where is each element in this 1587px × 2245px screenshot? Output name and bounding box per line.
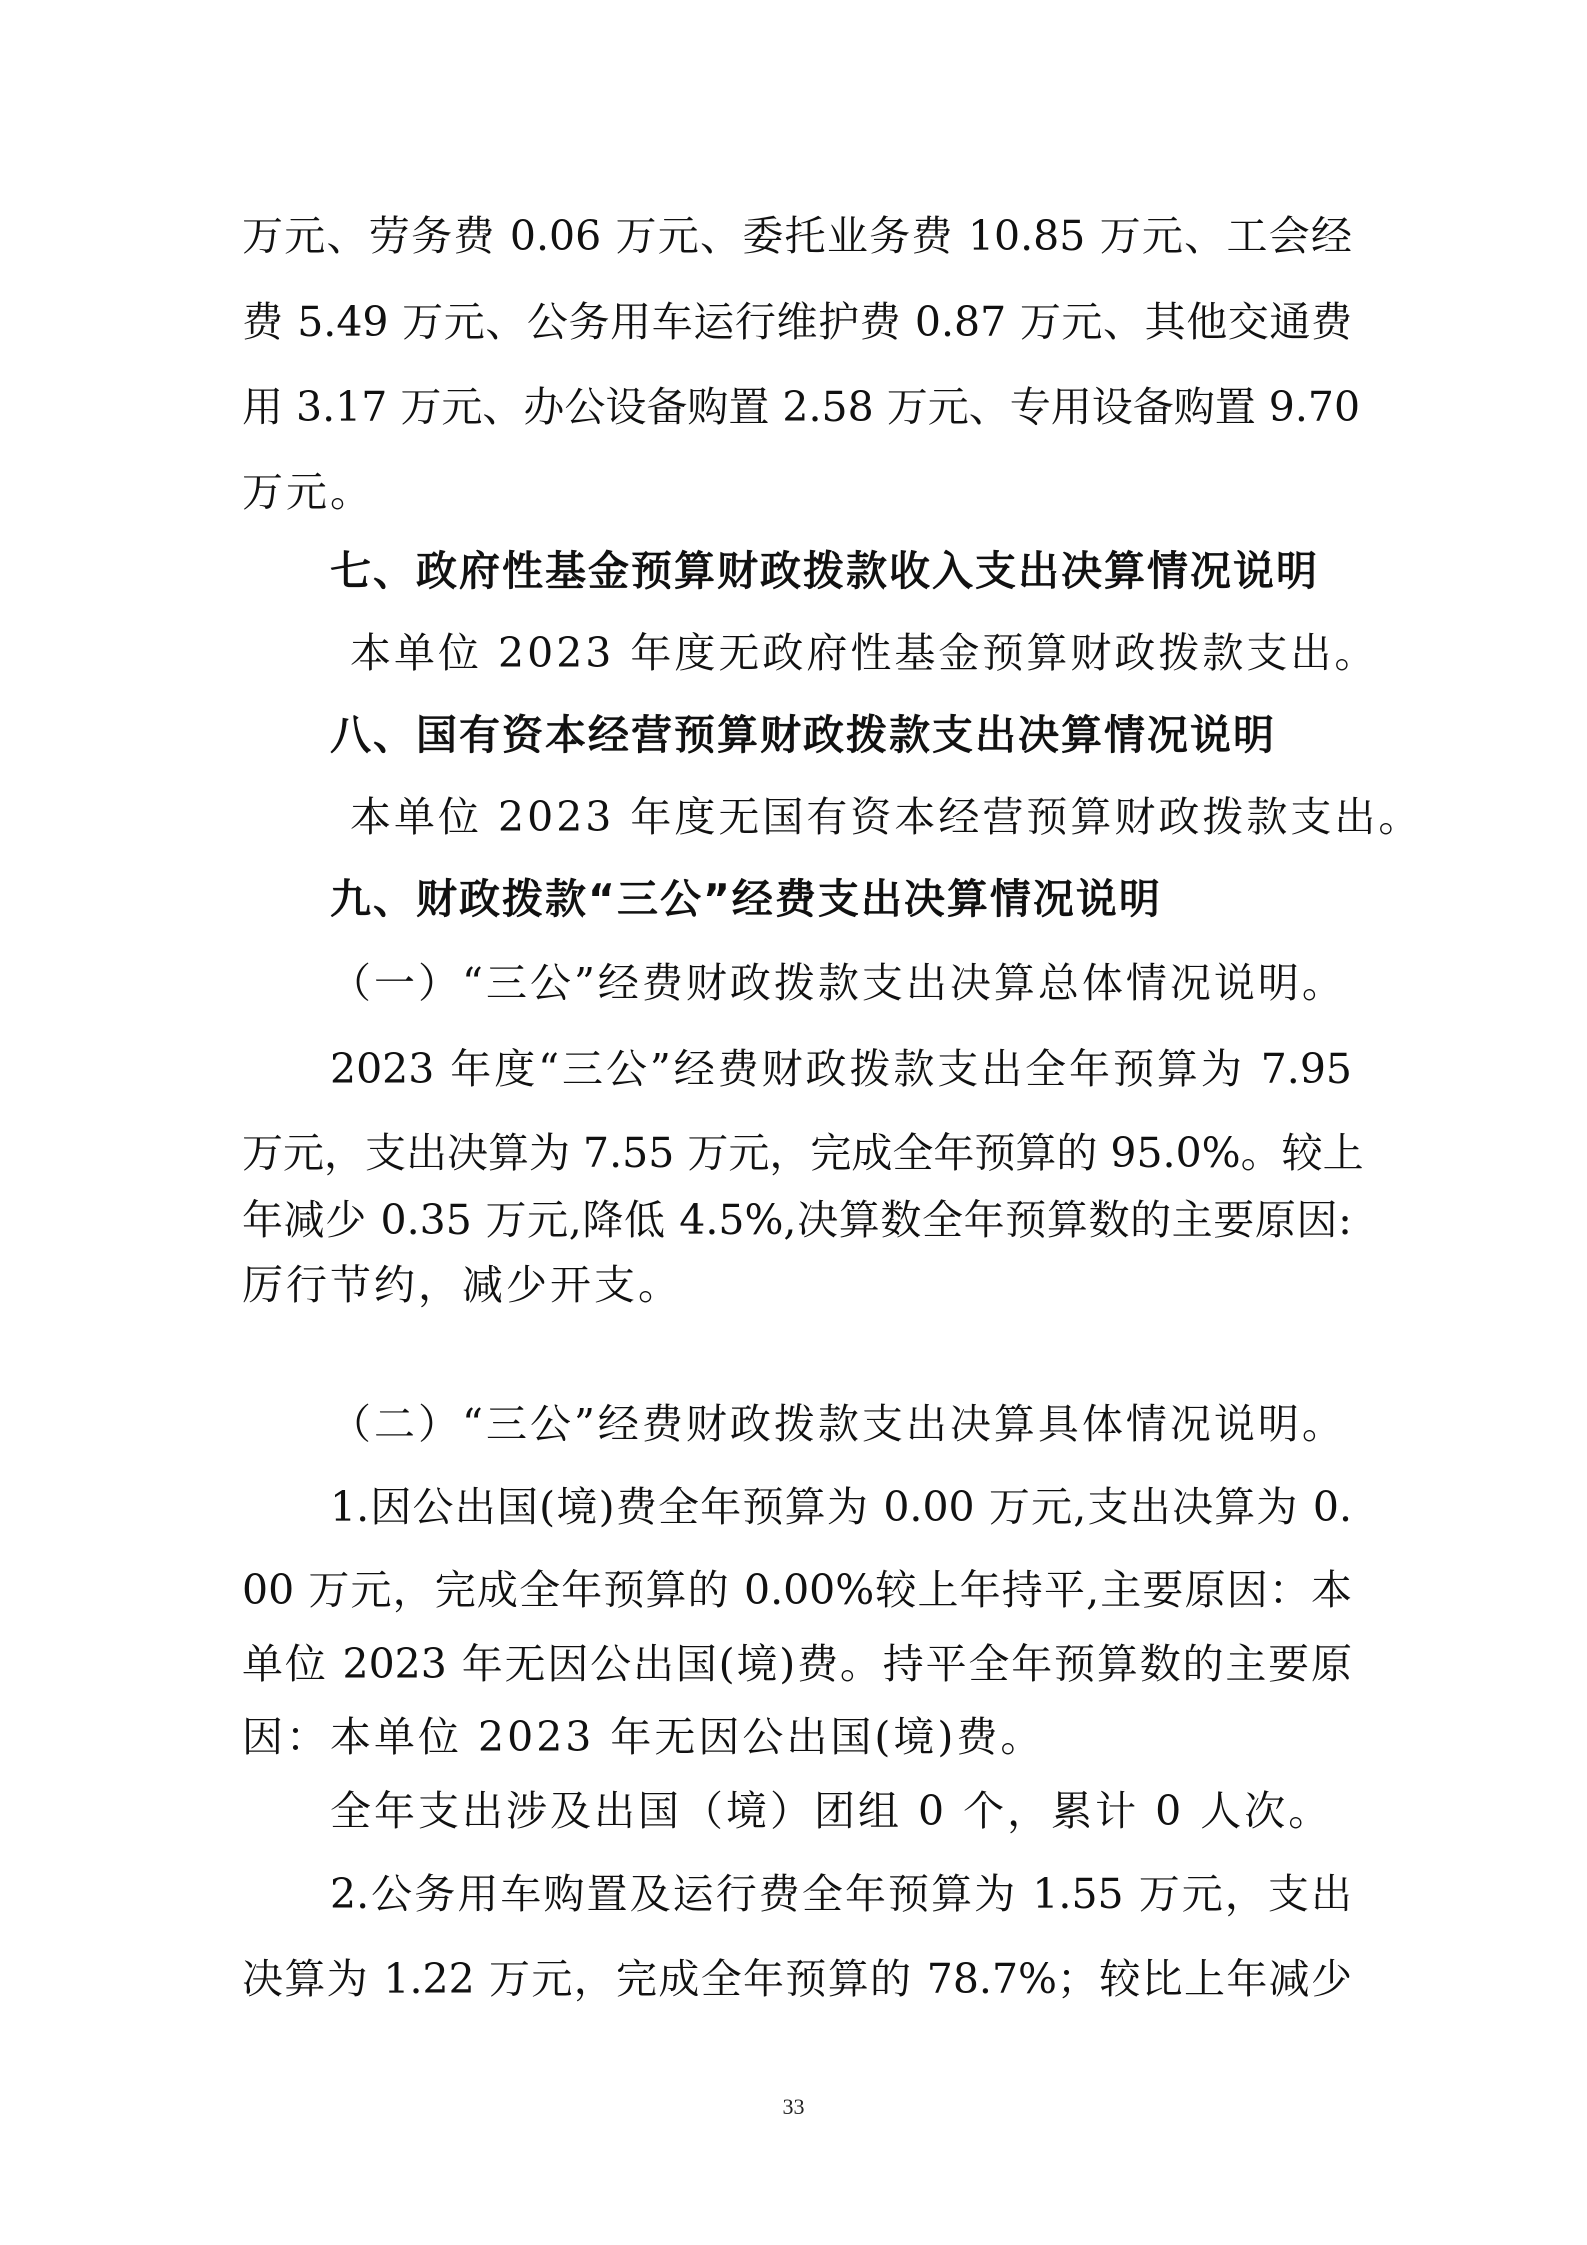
body-text-line: 费 5.49 万元、公务用车运行维护费 0.87 万元、其他交通费 [242, 298, 1352, 346]
section-8-body: 本单位 2023 年度无国有资本经营预算财政拨款支出。 [350, 793, 1423, 841]
body-text-line: 万元。 [242, 468, 374, 516]
section-7-body: 本单位 2023 年度无政府性基金预算财政拨款支出。 [350, 629, 1379, 677]
body-text-line: 1.因公出国(境)费全年预算为 0.00 万元,支出决算为 0. [330, 1483, 1352, 1531]
body-text-line: 用 3.17 万元、办公设备购置 2.58 万元、专用设备购置 9.70 [242, 383, 1361, 431]
body-text-line: 00 万元，完成全年预算的 0.00%较上年持平,主要原因：本 [242, 1566, 1352, 1614]
page-number: 33 [782, 2094, 805, 2119]
body-text-line: 年减少 0.35 万元,降低 4.5%,决算数全年预算数的主要原因: [242, 1196, 1352, 1244]
body-text-line: 决算为 1.22 万元，完成全年预算的 78.7%；较比上年减少 [242, 1955, 1352, 2003]
body-text-line: 因：本单位 2023 年无因公出国(境)费。 [242, 1713, 1045, 1761]
section-heading-8: 八、国有资本经营预算财政拨款支出决算情况说明 [330, 711, 1276, 759]
subsection-title-1: （一）“三公”经费财政拨款支出决算总体情况说明。 [330, 959, 1346, 1007]
body-text-line: 2023 年度“三公”经费财政拨款支出全年预算为 7.95 [330, 1045, 1352, 1093]
body-text-line: 万元、劳务费 0.06 万元、委托业务费 10.85 万元、工会经 [242, 212, 1352, 260]
body-text-line: 全年支出涉及出国（境）团组 0 个，累计 0 人次。 [330, 1787, 1333, 1835]
body-text-line: 万元，支出决算为 7.55 万元，完成全年预算的 95.0%。较上 [242, 1129, 1364, 1177]
section-heading-9: 九、财政拨款“三公”经费支出决算情况说明 [330, 875, 1162, 923]
body-text-line: 2.公务用车购置及运行费全年预算为 1.55 万元，支出 [330, 1870, 1352, 1918]
subsection-title-2: （二）“三公”经费财政拨款支出决算具体情况说明。 [330, 1400, 1346, 1448]
body-text-line: 厉行节约，减少开支。 [242, 1261, 682, 1309]
section-heading-7: 七、政府性基金预算财政拨款收入支出决算情况说明 [330, 547, 1319, 595]
body-text-line: 单位 2023 年无因公出国(境)费。持平全年预算数的主要原 [242, 1640, 1352, 1688]
